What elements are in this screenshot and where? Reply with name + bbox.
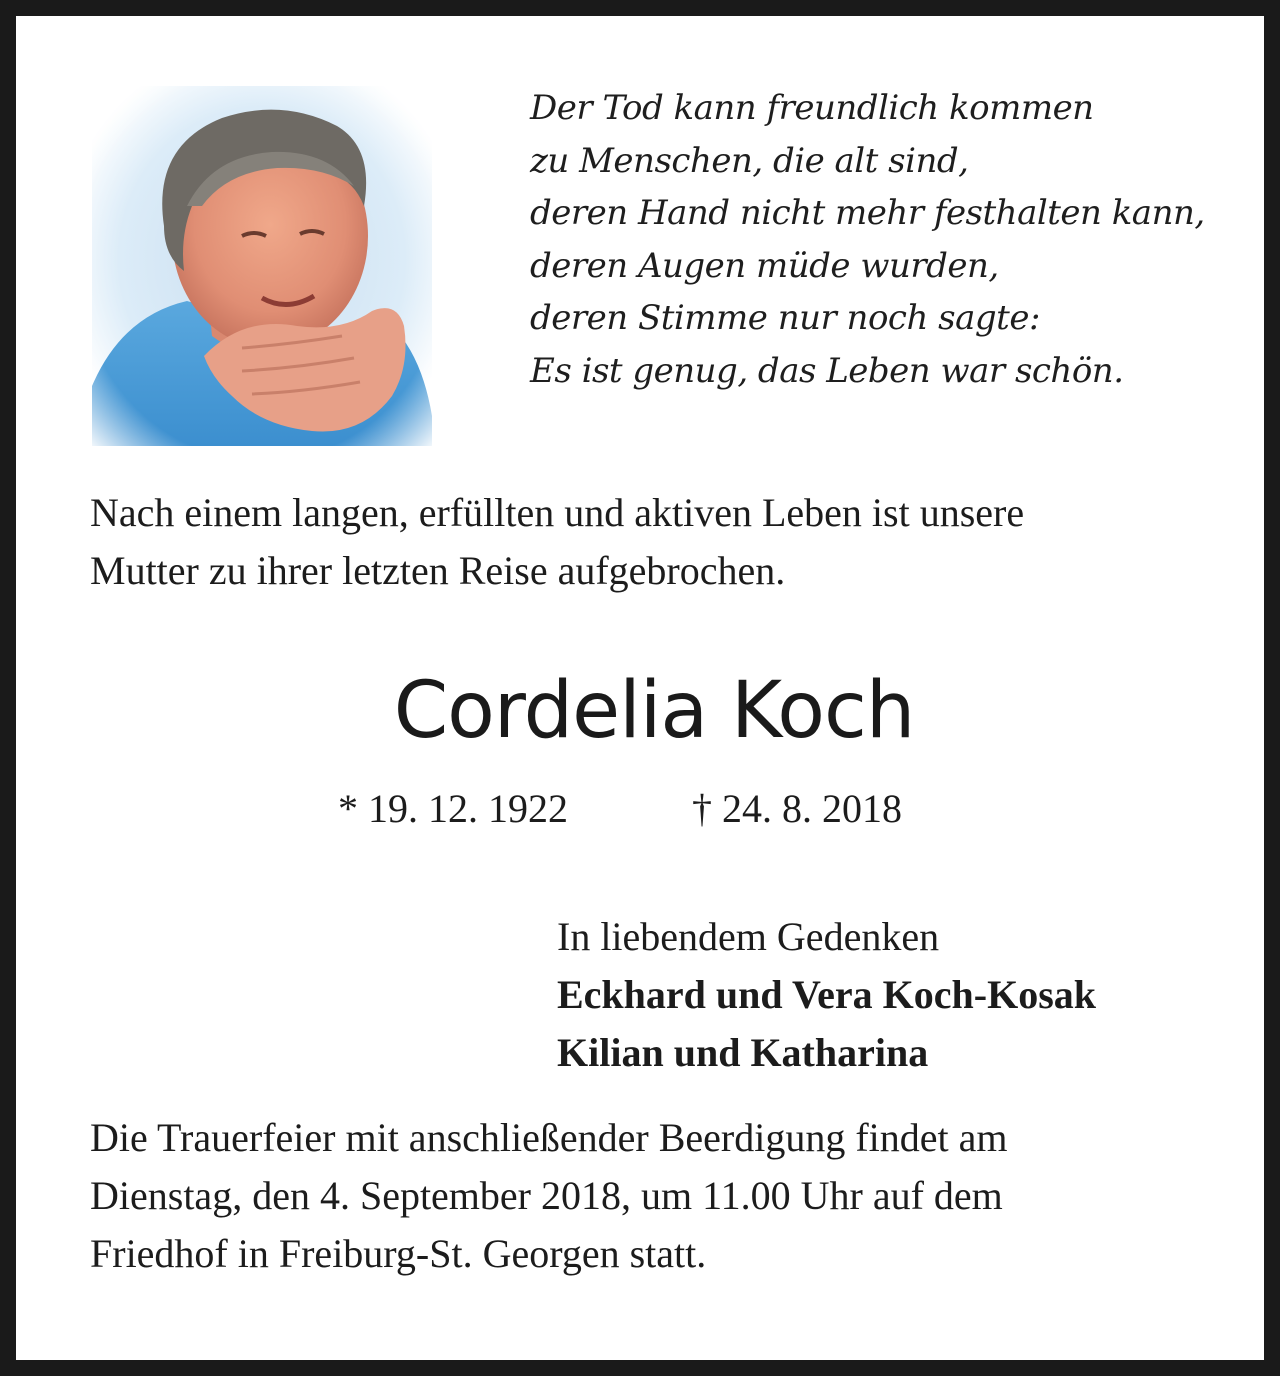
funeral-details <box>90 1109 1210 1283</box>
mourners <box>557 908 1237 1082</box>
poem-line: zu Menschen, die alt sind, <box>530 140 969 181</box>
mourners-heading: In liebendem Gedenken <box>557 914 940 959</box>
funeral-line: Dienstag, den 4. September 2018, um 11.00 Uhr auf dem <box>90 1173 1003 1218</box>
portrait-photo <box>92 86 432 446</box>
intro-line: Mutter zu ihrer letzten Reise aufgebrochen. <box>90 548 786 593</box>
funeral-line: Friedhof in Freiburg-St. Georgen statt. <box>90 1231 707 1276</box>
deceased-name: Cordelia Koch <box>393 666 915 756</box>
poem <box>530 82 1250 397</box>
mourner-name: Eckhard und Vera Koch-Kosak <box>557 972 1097 1017</box>
obituary-notice <box>16 16 1264 1360</box>
intro-line: Nach einem langen, erfüllten und aktiven Leben ist unsere <box>90 490 1025 535</box>
funeral-line: Die Trauerfeier mit anschließender Beerdigung findet am <box>90 1115 1008 1160</box>
death-date: † 24. 8. 2018 <box>692 786 902 831</box>
intro-text <box>90 484 1210 600</box>
poem-line: deren Stimme nur noch sagte: <box>530 298 1040 338</box>
poem-line: deren Augen müde wurden, <box>530 245 999 286</box>
mourner-name: Kilian und Katharina <box>557 1030 929 1075</box>
birth-date: * 19. 12. 1922 <box>338 786 568 831</box>
poem-line: Der Tod kann freundlich kommen <box>530 88 1094 128</box>
poem-line: Es ist genug, das Leben war schön. <box>530 350 1124 391</box>
poem-line: deren Hand nicht mehr festhalten kann, <box>530 193 1205 233</box>
